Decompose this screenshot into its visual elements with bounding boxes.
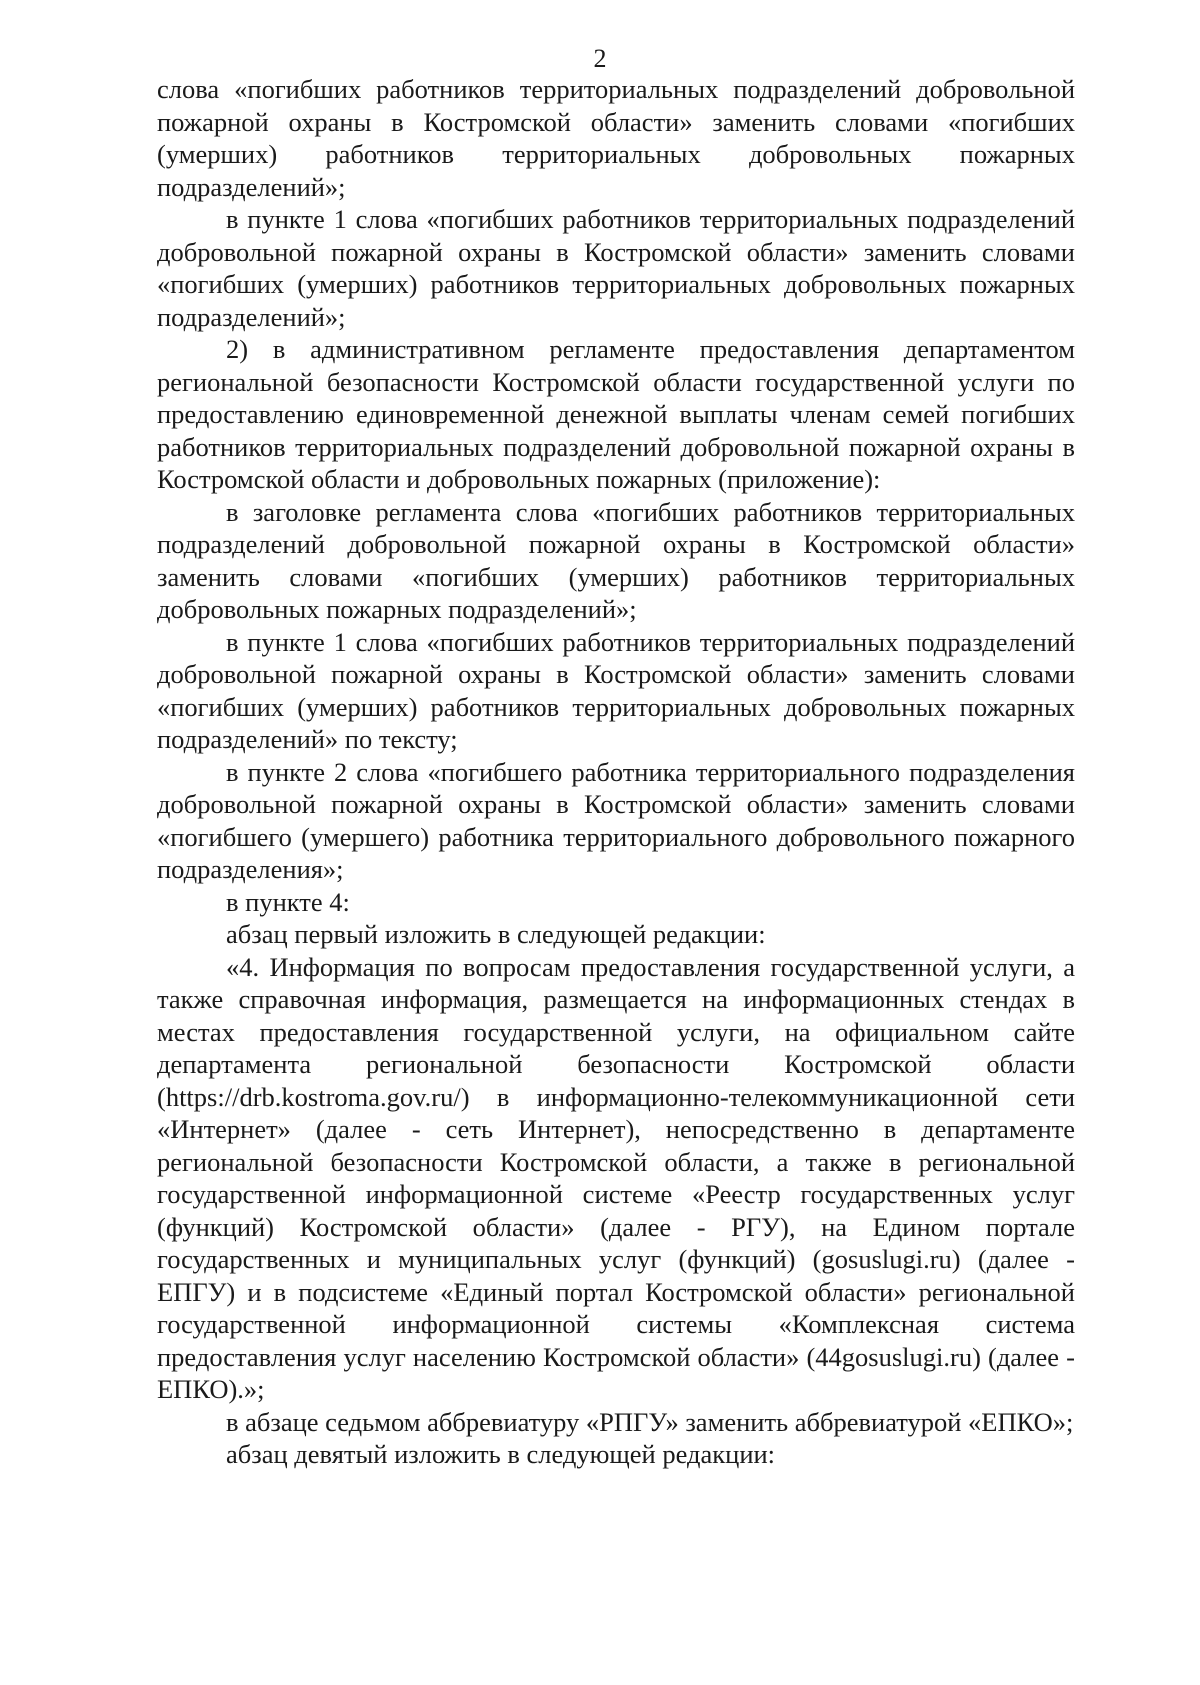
paragraph: в заголовке регламента слова «погибших работников территориальных подразделений добровольной пожарной охраны в Костромской области» заменить словами «погибших (умерших) работников территориальных добровольных пожарных подразделений»; bbox=[157, 496, 1075, 624]
paragraph: в абзаце седьмом аббревиатуру «РПГУ» заменить аббревиатурой «ЕПКО»; bbox=[226, 1406, 1074, 1437]
paragraph: абзац первый изложить в следующей редакции: bbox=[226, 919, 766, 949]
paragraph: слова «погибших работников территориальных подразделений добровольной пожарной охраны в Костромской области» заменить словами «погибших (умерших) работников территориальных добровольных пожарных подразделений»; bbox=[157, 74, 1075, 202]
paragraph: в пункте 2 слова «погибшего работника территориального подразделения добровольной пожарной охраны в Костромской области» заменить словами «погибшего (умершего) работника территориального добровольного пожарного подразделения»; bbox=[157, 756, 1075, 884]
document-body bbox=[157, 73, 1075, 1471]
paragraph: в пункте 4: bbox=[226, 886, 350, 917]
paragraph: в пункте 1 слова «погибших работников территориальных подразделений добровольной пожарной охраны в Костромской области» заменить словами «погибших (умерших) работников территориальных добровольных пожарных подразделений»; bbox=[157, 204, 1075, 332]
page-number: 2 bbox=[593, 44, 607, 73]
paragraph: «4. Информация по вопросам предоставления государственной услуги, а также справочная информация, размещается на информационных стендах в местах предоставления государственной услуги, на официальном сайте департамента региональной безопасности Костромской области (https://drb.kostroma.gov.ru/) в информационно-телекоммуникационной сети «Интернет» (далее - сеть Интернет), непосредственно в департаменте региональной безопасности Костромской области, а также в региональной государственной информационной системе «Реестр государственных услуг (функций) Костромской области» (далее - РГУ), на Едином портале государственных и муниципальных услуг (функций) (gosuslugi.ru) (далее - ЕПГУ) и в подсистеме «Единый портал Костромской области» региональной государственной информационной системы «Комплексная система предоставления услуг населению Костромской области» (44gosuslugi.ru) (далее - ЕПКО).»; bbox=[157, 951, 1075, 1404]
paragraph: абзац девятый изложить в следующей редакции: bbox=[226, 1439, 776, 1469]
paragraph: в пункте 1 слова «погибших работников территориальных подразделений добровольной пожарной охраны в Костромской области» заменить словами «погибших (умерших) работников территориальных добровольных пожарных подразделений» по тексту; bbox=[157, 626, 1075, 754]
paragraph: 2) в административном регламенте предоставления департаментом региональной безопасности Костромской области государственной услуги по предоставлению единовременной денежной выплаты членам семей погибших работников территориальных подразделений добровольной пожарной охраны в Костромской области и добровольных пожарных (приложение): bbox=[157, 334, 1075, 494]
